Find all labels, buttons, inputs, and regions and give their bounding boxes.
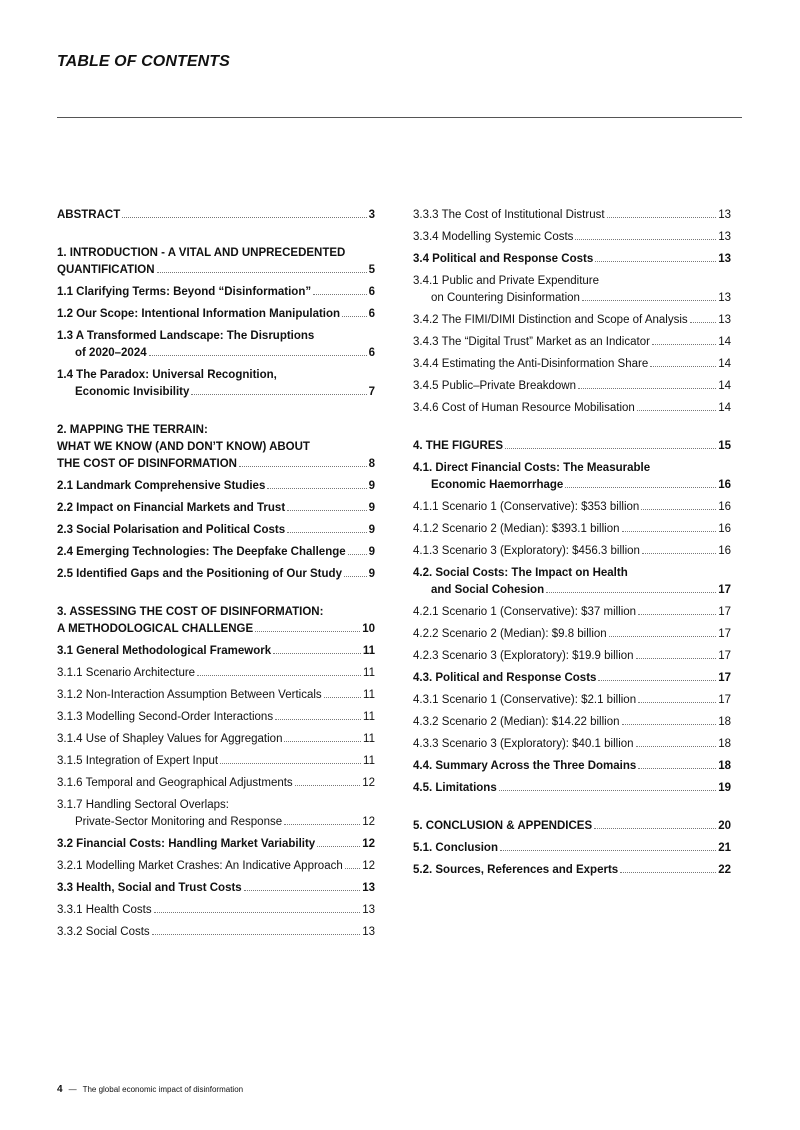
- toc-entry[interactable]: [413, 378, 731, 395]
- toc-entry-title: 3.4.5 Public–Private Breakdown: [413, 380, 577, 392]
- toc-page-number: 14: [718, 358, 731, 370]
- toc-entry-title: 4.1.2 Scenario 2 (Median): $393.1 billion: [413, 523, 620, 535]
- toc-dot-leader: [609, 636, 717, 637]
- toc-page-number: 11: [362, 645, 375, 657]
- toc-entry[interactable]: [413, 229, 731, 246]
- toc-entry-title: 4.2.2 Scenario 2 (Median): $9.8 billion: [413, 628, 607, 640]
- toc-entry-title-line: WHAT WE KNOW (AND DON’T KNOW) ABOUT: [57, 441, 310, 453]
- toc-entry[interactable]: [413, 648, 731, 665]
- toc-entry[interactable]: [413, 251, 731, 268]
- toc-page-number: 17: [718, 584, 731, 596]
- toc-entry-title: 2.2 Impact on Financial Markets and Trust: [57, 502, 286, 514]
- toc-page-number: 16: [718, 479, 731, 491]
- toc-page-number: 14: [718, 402, 731, 414]
- toc-entry[interactable]: [57, 604, 375, 638]
- toc-dot-leader: [157, 272, 367, 273]
- toc-entry-title: 5.2. Sources, References and Experts: [413, 864, 619, 876]
- toc-page-number: 10: [362, 623, 375, 635]
- toc-entry[interactable]: [413, 626, 731, 643]
- toc-dot-leader: [317, 846, 360, 847]
- toc-entry-title: Economic Haemorrhage: [431, 479, 564, 491]
- toc-entry[interactable]: [57, 367, 375, 401]
- toc-entry-title: Economic Invisibility: [75, 386, 190, 398]
- toc-entry-title: 4.2.1 Scenario 1 (Conservative): $37 million: [413, 606, 637, 618]
- toc-entry[interactable]: [57, 522, 375, 539]
- toc-entry[interactable]: [57, 566, 375, 583]
- toc-entry-title: 3.3.4 Modelling Systemic Costs: [413, 231, 574, 243]
- toc-dot-leader: [197, 675, 361, 676]
- toc-dot-leader: [273, 653, 361, 654]
- toc-entry-title: 3.4.2 The FIMI/DIMI Distinction and Scope of Analysis: [413, 314, 688, 326]
- toc-dot-leader: [313, 294, 366, 295]
- toc-dot-leader: [636, 658, 717, 659]
- toc-page-number: 17: [718, 650, 731, 662]
- toc-dot-leader: [636, 746, 717, 747]
- toc-entry[interactable]: [57, 284, 375, 301]
- toc-entry[interactable]: [413, 438, 731, 455]
- toc-entry-title: 3.2.1 Modelling Market Crashes: An Indicative Approach: [57, 860, 343, 872]
- toc-entry[interactable]: [57, 753, 375, 770]
- toc-page-number: 9: [368, 502, 375, 514]
- toc-entry[interactable]: [57, 731, 375, 748]
- toc-page-number: 9: [368, 546, 375, 558]
- toc-entry-title: 4.4. Summary Across the Three Domains: [413, 760, 637, 772]
- toc-entry[interactable]: [413, 736, 731, 753]
- toc-dot-leader: [284, 741, 361, 742]
- footer-dash: —: [68, 1085, 77, 1094]
- toc-dot-leader: [348, 554, 367, 555]
- toc-entry[interactable]: [57, 797, 375, 831]
- toc-section-gap: [57, 406, 375, 422]
- toc-entry[interactable]: [413, 758, 731, 775]
- toc-dot-leader: [342, 316, 367, 317]
- toc-page-number: 11: [363, 733, 375, 745]
- toc-dot-leader: [565, 487, 716, 488]
- page-footer: [57, 1084, 243, 1095]
- toc-page-number: 6: [368, 286, 375, 298]
- toc-entry[interactable]: [413, 818, 731, 835]
- toc-entry-title: and Social Cohesion: [431, 584, 545, 596]
- toc-dot-leader: [582, 300, 716, 301]
- toc-entry[interactable]: [57, 207, 375, 224]
- toc-page-number: 12: [362, 838, 375, 850]
- toc-entry-title: 4.3.2 Scenario 2 (Median): $14.22 billion: [413, 716, 620, 728]
- toc-page-number: 14: [718, 336, 731, 348]
- toc-page-number: 17: [718, 694, 731, 706]
- toc-dot-leader: [641, 509, 716, 510]
- toc-dot-leader: [505, 448, 716, 449]
- toc-page-number: 7: [368, 386, 375, 398]
- toc-dot-leader: [287, 532, 366, 533]
- toc-dot-leader: [598, 680, 716, 681]
- toc-dot-leader: [638, 614, 716, 615]
- toc-entry[interactable]: [57, 544, 375, 561]
- toc-page-number: 13: [362, 926, 375, 938]
- toc-entry-title: 3.1.4 Use of Shapley Values for Aggregation: [57, 733, 283, 745]
- toc-entry-title: 3.1 General Methodological Framework: [57, 645, 272, 657]
- toc-section-gap: [413, 802, 731, 818]
- toc-entry[interactable]: [57, 422, 375, 473]
- toc-entry-title: 3.4.6 Cost of Human Resource Mobilisation: [413, 402, 635, 414]
- toc-dot-leader: [578, 388, 716, 389]
- toc-page-number: 15: [718, 440, 731, 452]
- toc-page-number: 9: [368, 524, 375, 536]
- page-title: TABLE OF CONTENTS: [57, 53, 230, 70]
- toc-entry-title: 3.3.3 The Cost of Institutional Distrust: [413, 209, 605, 221]
- toc-entry[interactable]: [57, 858, 375, 875]
- toc-page-number: 17: [718, 606, 731, 618]
- toc-page-number: 11: [363, 689, 375, 701]
- toc-entry-title: 2.5 Identified Gaps and the Positioning of Our Study: [57, 568, 342, 580]
- toc-dot-leader: [191, 394, 366, 395]
- toc-entry[interactable]: [57, 478, 375, 495]
- toc-entry[interactable]: [57, 328, 375, 362]
- toc-entry[interactable]: [57, 665, 375, 682]
- toc-section-gap: [57, 229, 375, 245]
- toc-entry-title-line: 3. ASSESSING THE COST OF DISINFORMATION:: [57, 606, 324, 618]
- toc-entry-title: THE COST OF DISINFORMATION: [57, 458, 237, 470]
- toc-dot-leader: [345, 868, 360, 869]
- toc-page-number: 6: [368, 308, 375, 320]
- toc-dot-leader: [594, 828, 716, 829]
- toc-entry[interactable]: [413, 356, 731, 373]
- toc-section-gap: [57, 588, 375, 604]
- toc-entry[interactable]: [413, 862, 731, 879]
- toc-entry[interactable]: [57, 924, 375, 941]
- toc-entry-title-line: 2. MAPPING THE TERRAIN:: [57, 424, 208, 436]
- toc-dot-leader: [244, 890, 361, 891]
- toc-page-number: 17: [718, 672, 731, 684]
- toc-entry[interactable]: [413, 714, 731, 731]
- toc-dot-leader: [154, 912, 361, 913]
- toc-entry-title: 4.2.3 Scenario 3 (Exploratory): $19.9 billion: [413, 650, 634, 662]
- toc-dot-leader: [622, 531, 717, 532]
- toc-entry-title: 3.4.4 Estimating the Anti-Disinformation Share: [413, 358, 649, 370]
- toc-page-number: 20: [718, 820, 731, 832]
- toc-entry-title: 4.3.3 Scenario 3 (Exploratory): $40.1 billion: [413, 738, 634, 750]
- toc-entry[interactable]: [57, 880, 375, 897]
- toc-dot-leader: [622, 724, 717, 725]
- toc-page-number: 16: [718, 545, 731, 557]
- toc-entry-title: 3.3.1 Health Costs: [57, 904, 152, 916]
- toc-dot-leader: [284, 824, 360, 825]
- toc-entry-title-line: 4.1. Direct Financial Costs: The Measurable: [413, 462, 651, 474]
- toc-page-number: 18: [718, 760, 731, 772]
- toc-entry-title: 3.4.3 The “Digital Trust” Market as an Indicator: [413, 336, 650, 348]
- toc-entry-title: 3.1.1 Scenario Architecture: [57, 667, 196, 679]
- toc-entry-title: 2.4 Emerging Technologies: The Deepfake Challenge: [57, 546, 346, 558]
- toc-dot-leader: [275, 719, 361, 720]
- toc-page-number: 6: [368, 347, 375, 359]
- toc-dot-leader: [650, 366, 716, 367]
- toc-page-number: 14: [718, 380, 731, 392]
- toc-page-number: 8: [368, 458, 375, 470]
- toc-page-number: 12: [362, 816, 375, 828]
- toc-dot-leader: [295, 785, 361, 786]
- toc-entry[interactable]: [57, 709, 375, 726]
- toc-entry-title: of 2020–2024: [75, 347, 147, 359]
- toc-page-number: 16: [718, 501, 731, 513]
- toc-entry-title: 4. THE FIGURES: [413, 440, 504, 452]
- toc-dot-leader: [637, 410, 716, 411]
- toc-entry[interactable]: [57, 643, 375, 660]
- toc-entry[interactable]: [413, 840, 731, 857]
- toc-page-number: 9: [368, 568, 375, 580]
- toc-dot-leader: [239, 466, 367, 467]
- footer-page-number: 4: [57, 1084, 63, 1095]
- toc-dot-leader: [607, 217, 717, 218]
- toc-entry-title: Private-Sector Monitoring and Response: [75, 816, 283, 828]
- toc-dot-leader: [220, 763, 361, 764]
- toc-entry-title: 4.1.1 Scenario 1 (Conservative): $353 billion: [413, 501, 640, 513]
- header-divider: [57, 117, 742, 118]
- toc-entry[interactable]: [413, 780, 731, 797]
- toc-entry-title: 3.2 Financial Costs: Handling Market Variability: [57, 838, 316, 850]
- toc-entry[interactable]: [413, 670, 731, 687]
- toc-entry-title: on Countering Disinformation: [431, 292, 580, 304]
- toc-page-number: 13: [718, 209, 731, 221]
- toc-entry[interactable]: [57, 500, 375, 517]
- toc-dot-leader: [499, 790, 716, 791]
- toc-entry[interactable]: [57, 687, 375, 704]
- toc-entry-title: 3.1.5 Integration of Expert Input: [57, 755, 219, 767]
- toc-entry-title: 3.3 Health, Social and Trust Costs: [57, 882, 242, 894]
- toc-entry[interactable]: [57, 902, 375, 919]
- toc-entry-title: 4.5. Limitations: [413, 782, 497, 794]
- toc-entry-title: 5.1. Conclusion: [413, 842, 498, 854]
- toc-entry[interactable]: [57, 306, 375, 323]
- toc-entry[interactable]: [57, 245, 375, 279]
- toc-entry[interactable]: [413, 273, 731, 307]
- toc-entry-title: 2.3 Social Polarisation and Political Costs: [57, 524, 286, 536]
- toc-dot-leader: [546, 592, 716, 593]
- toc-page-number: 17: [718, 628, 731, 640]
- toc-page-number: 13: [718, 253, 731, 265]
- toc-entry-title-line: 1. INTRODUCTION - A VITAL AND UNPRECEDENTED: [57, 247, 346, 259]
- toc-entry-title: 4.3.1 Scenario 1 (Conservative): $2.1 billion: [413, 694, 637, 706]
- toc-entry[interactable]: [413, 334, 731, 351]
- toc-page-number: 16: [718, 523, 731, 535]
- toc-dot-leader: [595, 261, 716, 262]
- toc-page-number: 22: [718, 864, 731, 876]
- toc-entry-title: 3.3.2 Social Costs: [57, 926, 150, 938]
- toc-entry[interactable]: [413, 604, 731, 621]
- toc-page-number: 18: [718, 738, 731, 750]
- toc-entry-title: 3.4 Political and Response Costs: [413, 253, 594, 265]
- toc-left-column: [57, 207, 375, 946]
- toc-dot-leader: [255, 631, 360, 632]
- toc-entry[interactable]: [57, 836, 375, 853]
- toc-entry[interactable]: [413, 692, 731, 709]
- toc-entry[interactable]: [413, 543, 731, 560]
- toc-entry-title: QUANTIFICATION: [57, 264, 155, 276]
- toc-entry[interactable]: [413, 499, 731, 516]
- toc-entry-title-line: 1.3 A Transformed Landscape: The Disruptions: [57, 330, 315, 342]
- toc-entry[interactable]: [413, 565, 731, 599]
- footer-document-title: The global economic impact of disinformation: [82, 1085, 244, 1094]
- toc-page-number: 18: [718, 716, 731, 728]
- toc-page-number: 11: [363, 667, 375, 679]
- toc-page-number: 3: [368, 209, 375, 221]
- toc-entry-title: 3.1.3 Modelling Second-Order Interactions: [57, 711, 274, 723]
- toc-entry-title: 5. CONCLUSION & APPENDICES: [413, 820, 593, 832]
- toc-entry-title: A METHODOLOGICAL CHALLENGE: [57, 623, 254, 635]
- toc-dot-leader: [267, 488, 366, 489]
- toc-entry[interactable]: [413, 312, 731, 329]
- toc-entry[interactable]: [57, 775, 375, 792]
- toc-dot-leader: [500, 850, 716, 851]
- toc-page-number: 5: [368, 264, 375, 276]
- toc-right-column: [413, 207, 731, 884]
- toc-dot-leader: [690, 322, 717, 323]
- toc-entry-title: ABSTRACT: [57, 209, 121, 221]
- toc-page-number: 13: [718, 231, 731, 243]
- toc-dot-leader: [287, 510, 366, 511]
- toc-entry[interactable]: [413, 207, 731, 224]
- toc-dot-leader: [638, 768, 716, 769]
- toc-entry-title-line: 1.4 The Paradox: Universal Recognition,: [57, 369, 277, 381]
- toc-dot-leader: [152, 934, 361, 935]
- toc-page-number: 19: [718, 782, 731, 794]
- toc-dot-leader: [324, 697, 361, 698]
- toc-page-number: 11: [363, 711, 375, 723]
- toc-dot-leader: [652, 344, 716, 345]
- toc-dot-leader: [149, 355, 367, 356]
- toc-entry-title-line: 4.2. Social Costs: The Impact on Health: [413, 567, 628, 579]
- toc-entry[interactable]: [413, 400, 731, 417]
- toc-page-number: 21: [718, 842, 731, 854]
- toc-dot-leader: [638, 702, 716, 703]
- toc-page-number: 11: [363, 755, 375, 767]
- toc-entry-title-line: 3.1.7 Handling Sectoral Overlaps:: [57, 799, 229, 811]
- toc-entry-title-line: 3.4.1 Public and Private Expenditure: [413, 275, 600, 287]
- toc-entry-title: 2.1 Landmark Comprehensive Studies: [57, 480, 266, 492]
- toc-entry[interactable]: [413, 521, 731, 538]
- toc-page-number: 13: [718, 292, 731, 304]
- toc-dot-leader: [344, 576, 367, 577]
- toc-dot-leader: [122, 217, 366, 218]
- toc-entry-title: 4.1.3 Scenario 3 (Exploratory): $456.3 billion: [413, 545, 640, 557]
- toc-page-number: 13: [718, 314, 731, 326]
- toc-entry-title: 3.1.6 Temporal and Geographical Adjustments: [57, 777, 293, 789]
- toc-entry-title: 1.2 Our Scope: Intentional Information Manipulation: [57, 308, 341, 320]
- toc-page-number: 12: [362, 860, 375, 872]
- toc-entry-title: 4.3. Political and Response Costs: [413, 672, 597, 684]
- toc-page-number: 13: [362, 904, 375, 916]
- toc-entry-title: 1.1 Clarifying Terms: Beyond “Disinformation”: [57, 286, 312, 298]
- toc-entry-title: 3.1.2 Non-Interaction Assumption Between Verticals: [57, 689, 322, 701]
- toc-page-number: 12: [362, 777, 375, 789]
- toc-section-gap: [413, 422, 731, 438]
- toc-dot-leader: [620, 872, 716, 873]
- toc-page-number: 9: [368, 480, 375, 492]
- toc-dot-leader: [575, 239, 716, 240]
- toc-entry[interactable]: [413, 460, 731, 494]
- toc-dot-leader: [642, 553, 716, 554]
- toc-page-number: 13: [362, 882, 375, 894]
